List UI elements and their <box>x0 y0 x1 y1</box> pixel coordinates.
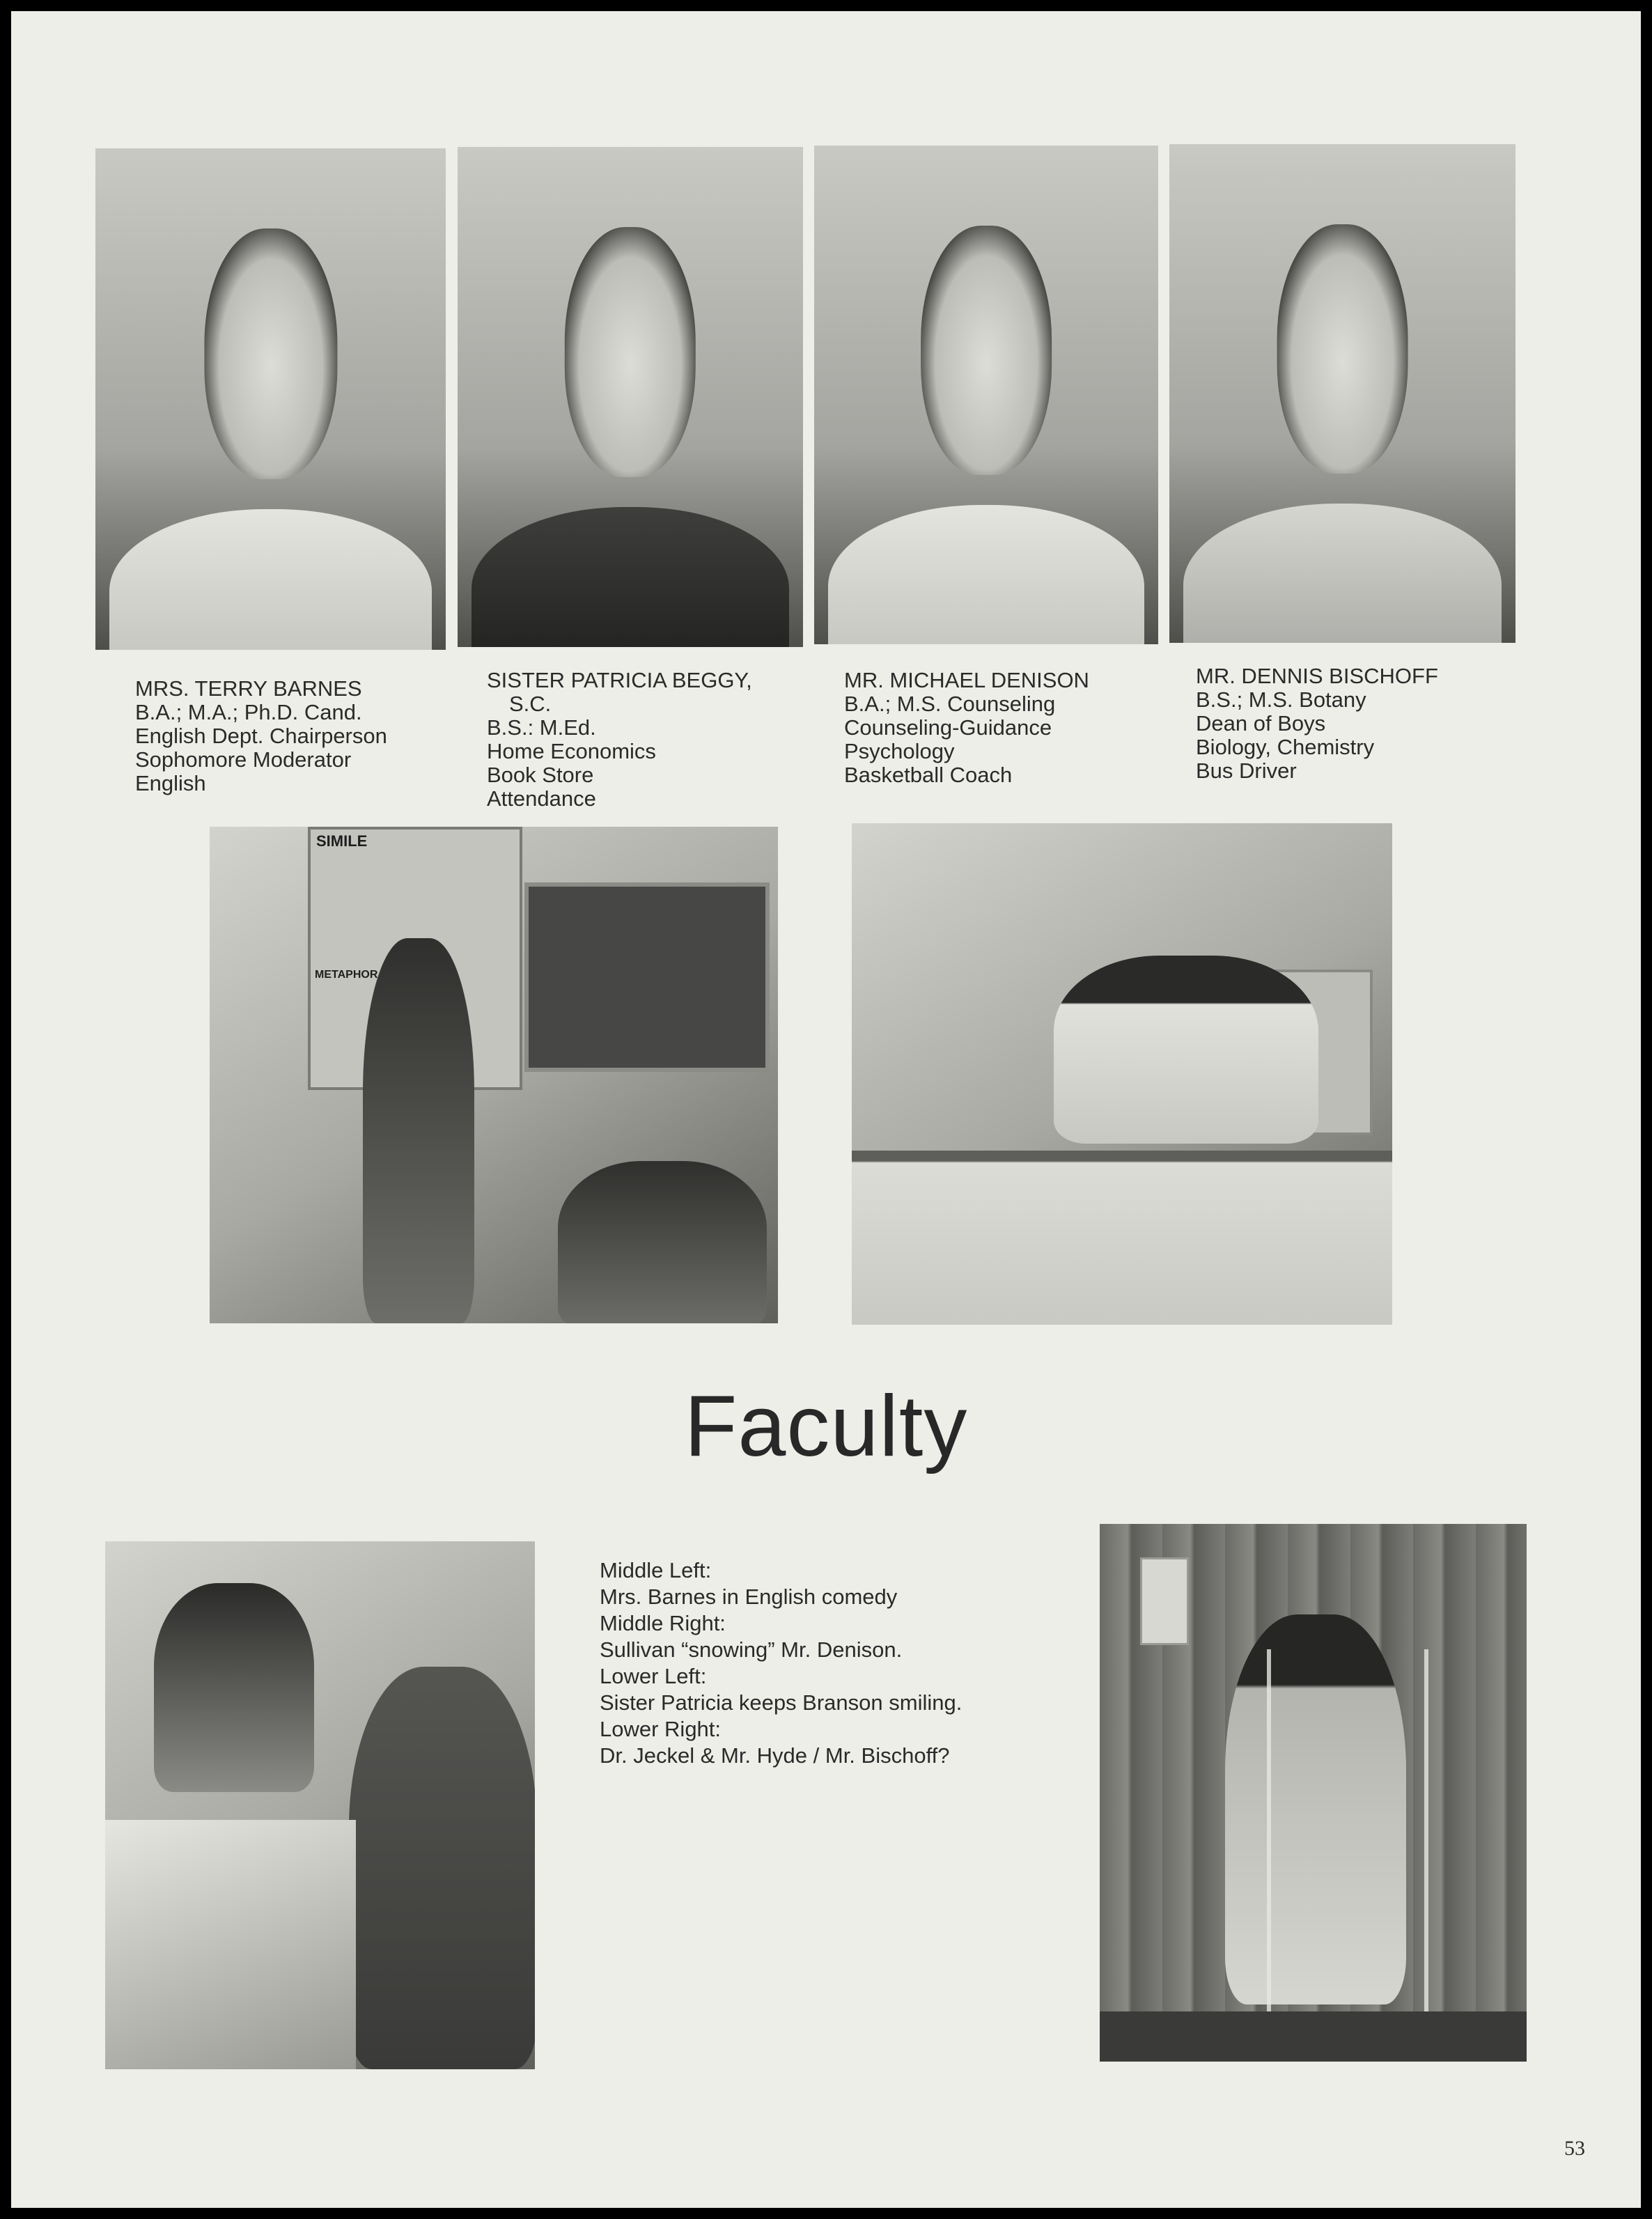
desk-papers <box>105 1820 356 2069</box>
lab-bench <box>1100 2011 1527 2062</box>
caption-name: MR. MICHAEL DENISON <box>844 668 1089 692</box>
caption-barnes <box>135 677 387 795</box>
student-figure <box>558 1161 767 1323</box>
desk <box>852 1151 1392 1325</box>
note-line: Lower Left: <box>600 1664 707 1688</box>
chalkboard <box>524 882 770 1072</box>
page-number: 53 <box>1564 2137 1585 2160</box>
portrait-head <box>921 226 1052 475</box>
teacher-figure <box>363 938 474 1323</box>
seated-figure <box>1054 956 1318 1144</box>
caption-line: English <box>135 771 206 795</box>
note-line: Lower Right: <box>600 1717 722 1741</box>
portrait-head <box>1277 224 1408 474</box>
caption-line: Biology, Chemistry <box>1196 735 1375 759</box>
bulletin-label-metaphor: METAPHOR <box>315 969 378 981</box>
portrait-head <box>565 227 696 477</box>
wall-switch <box>1140 1557 1189 1645</box>
portrait-photo-denison <box>814 146 1158 644</box>
portrait-head <box>204 228 337 479</box>
caption-denison <box>844 669 1089 787</box>
portrait-shoulders <box>1183 504 1502 643</box>
caption-line: B.A.; M.S. Counseling <box>844 692 1056 716</box>
caption-line: English Dept. Chairperson <box>135 724 387 748</box>
note-line: Middle Left: <box>600 1558 712 1582</box>
caption-line: Counseling-Guidance <box>844 715 1052 740</box>
caption-line: Attendance <box>487 786 596 811</box>
portrait-photo-bischoff <box>1169 144 1515 643</box>
caption-line: B.S.: M.Ed. <box>487 715 596 740</box>
photo-middle-right <box>852 823 1392 1325</box>
note-line: Middle Right: <box>600 1611 726 1635</box>
caption-line: Sophomore Moderator <box>135 747 352 772</box>
caption-line: Psychology <box>844 739 955 763</box>
caption-name: MR. DENNIS BISCHOFF <box>1196 664 1438 688</box>
glassware <box>1267 1649 1428 2039</box>
yearbook-page <box>11 11 1641 2208</box>
caption-line: Home Economics <box>487 739 656 763</box>
caption-beggy <box>487 669 752 811</box>
teacher-figure <box>349 1667 535 2069</box>
caption-name: MRS. TERRY BARNES <box>135 676 362 701</box>
note-line: Dr. Jeckel & Mr. Hyde / Mr. Bischoff? <box>600 1743 950 1768</box>
page-title: Faculty <box>684 1378 968 1474</box>
photo-middle-left <box>210 827 778 1323</box>
note-line: Sister Patricia keeps Branson smiling. <box>600 1690 963 1715</box>
caption-line: Bus Driver <box>1196 758 1297 783</box>
caption-name-cont: S.C. <box>509 692 552 716</box>
caption-name: SISTER PATRICIA BEGGY, <box>487 668 752 692</box>
note-line: Mrs. Barnes in English comedy <box>600 1585 898 1609</box>
caption-bischoff <box>1196 664 1438 783</box>
portrait-photo-barnes <box>95 148 446 650</box>
caption-line: B.A.; M.A.; Ph.D. Cand. <box>135 700 362 724</box>
portrait-shoulders <box>472 507 789 647</box>
portrait-shoulders <box>828 505 1145 644</box>
portrait-shoulders <box>109 509 432 650</box>
caption-line: Book Store <box>487 763 594 787</box>
portrait-photo-beggy <box>458 147 803 647</box>
caption-line: Dean of Boys <box>1196 711 1326 735</box>
student-figure <box>154 1583 314 1792</box>
caption-line: B.S.; M.S. Botany <box>1196 687 1366 712</box>
photo-captions <box>600 1557 962 1769</box>
photo-lower-right <box>1100 1524 1527 2062</box>
note-line: Sullivan “snowing” Mr. Denison. <box>600 1637 903 1662</box>
bulletin-label-simile: SIMILE <box>316 832 368 850</box>
photo-lower-left <box>105 1541 535 2069</box>
caption-line: Basketball Coach <box>844 763 1013 787</box>
